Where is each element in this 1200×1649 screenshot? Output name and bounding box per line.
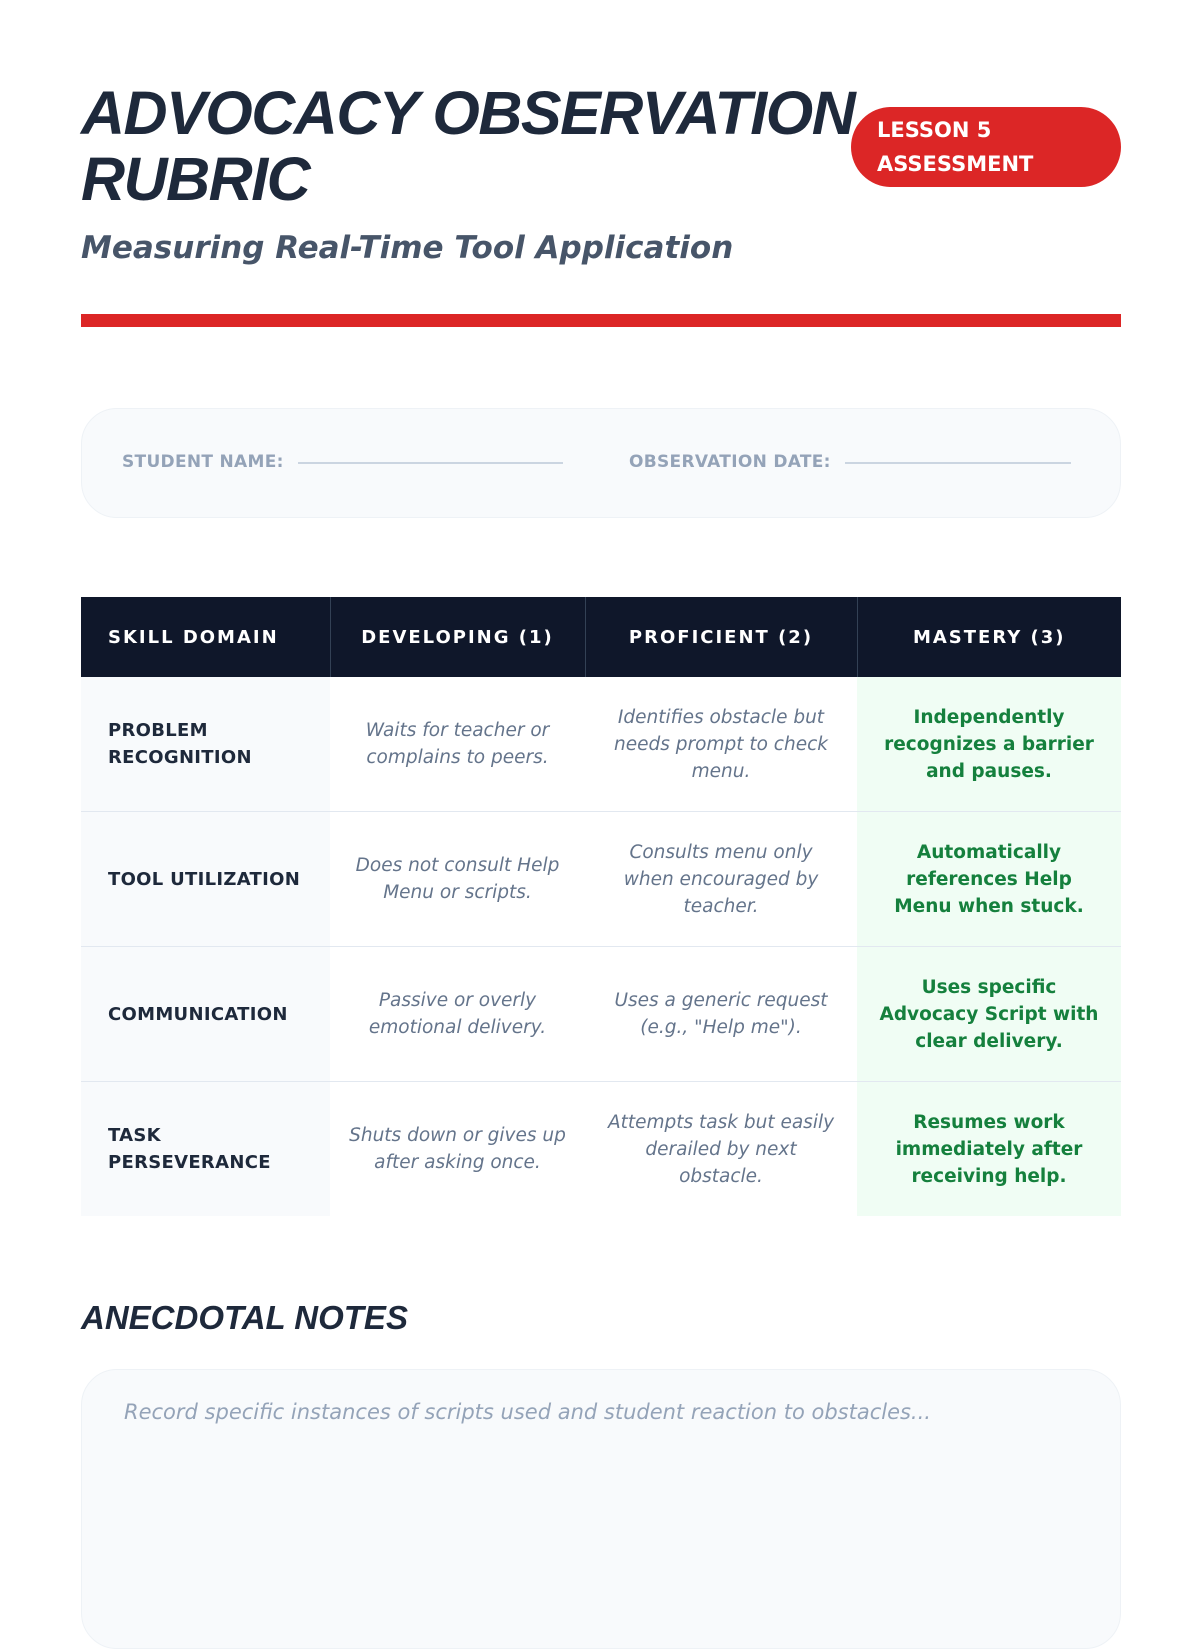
observation-date-field — [629, 452, 1071, 472]
skill-domain-cell: PROBLEM RECOGNITION — [81, 677, 330, 812]
proficient-cell: Uses a generic request (e.g., "Help me"). — [585, 947, 857, 1082]
developing-cell: Does not consult Help Menu or scripts. — [330, 812, 585, 947]
skill-domain-cell: TOOL UTILIZATION — [81, 812, 330, 947]
mastery-cell: Automatically references Help Menu when stuck. — [857, 812, 1121, 947]
page-header — [81, 0, 1121, 330]
mastery-cell: Independently recognizes a barrier and pauses. — [857, 677, 1121, 812]
rubric-page — [81, 0, 1121, 1424]
observation-date-label: OBSERVATION DATE: — [629, 452, 831, 472]
proficient-cell: Consults menu only when encouraged by teacher. — [585, 812, 857, 947]
skill-domain-cell: TASK PERSEVERANCE — [81, 1082, 330, 1217]
observation-date-input-line[interactable] — [845, 462, 1071, 464]
notes-placeholder: Record specific instances of scripts used and student reaction to obstacles... — [124, 1400, 931, 1424]
developing-cell: Passive or overly emotional delivery. — [330, 947, 585, 1082]
mastery-cell: Uses specific Advocacy Script with clear delivery. — [857, 947, 1121, 1082]
skill-domain-cell: COMMUNICATION — [81, 947, 330, 1082]
developing-cell: Waits for teacher or complains to peers. — [330, 677, 585, 812]
table-row — [81, 812, 1121, 947]
column-header-proficient: PROFICIENT (2) — [585, 597, 857, 677]
rubric-header-row — [81, 597, 1121, 677]
student-info-box — [81, 408, 1121, 518]
student-name-field — [122, 452, 563, 472]
notes-input-area[interactable] — [81, 1369, 1121, 1649]
table-row — [81, 677, 1121, 812]
table-row — [81, 1082, 1121, 1217]
mastery-cell: Resumes work immediately after receiving help. — [857, 1082, 1121, 1217]
page-subtitle: Measuring Real-Time Tool Application — [81, 230, 734, 266]
column-header-skill-domain: SKILL DOMAIN — [81, 597, 330, 677]
lesson-badge: LESSON 5 ASSESSMENT — [851, 107, 1121, 187]
student-name-label: STUDENT NAME: — [122, 452, 284, 472]
column-header-mastery: MASTERY (3) — [857, 597, 1121, 677]
header-divider — [81, 314, 1121, 327]
column-header-developing: DEVELOPING (1) — [330, 597, 585, 677]
table-row — [81, 947, 1121, 1082]
page-title: ADVOCACY OBSERVATION RUBRIC — [81, 79, 855, 213]
student-name-input-line[interactable] — [298, 462, 563, 464]
developing-cell: Shuts down or gives up after asking once. — [330, 1082, 585, 1217]
proficient-cell: Identifies obstacle but needs prompt to check menu. — [585, 677, 857, 812]
rubric-table — [81, 597, 1121, 1216]
proficient-cell: Attempts task but easily derailed by next obstacle. — [585, 1082, 857, 1217]
notes-heading: ANECDOTAL NOTES — [81, 1299, 408, 1336]
